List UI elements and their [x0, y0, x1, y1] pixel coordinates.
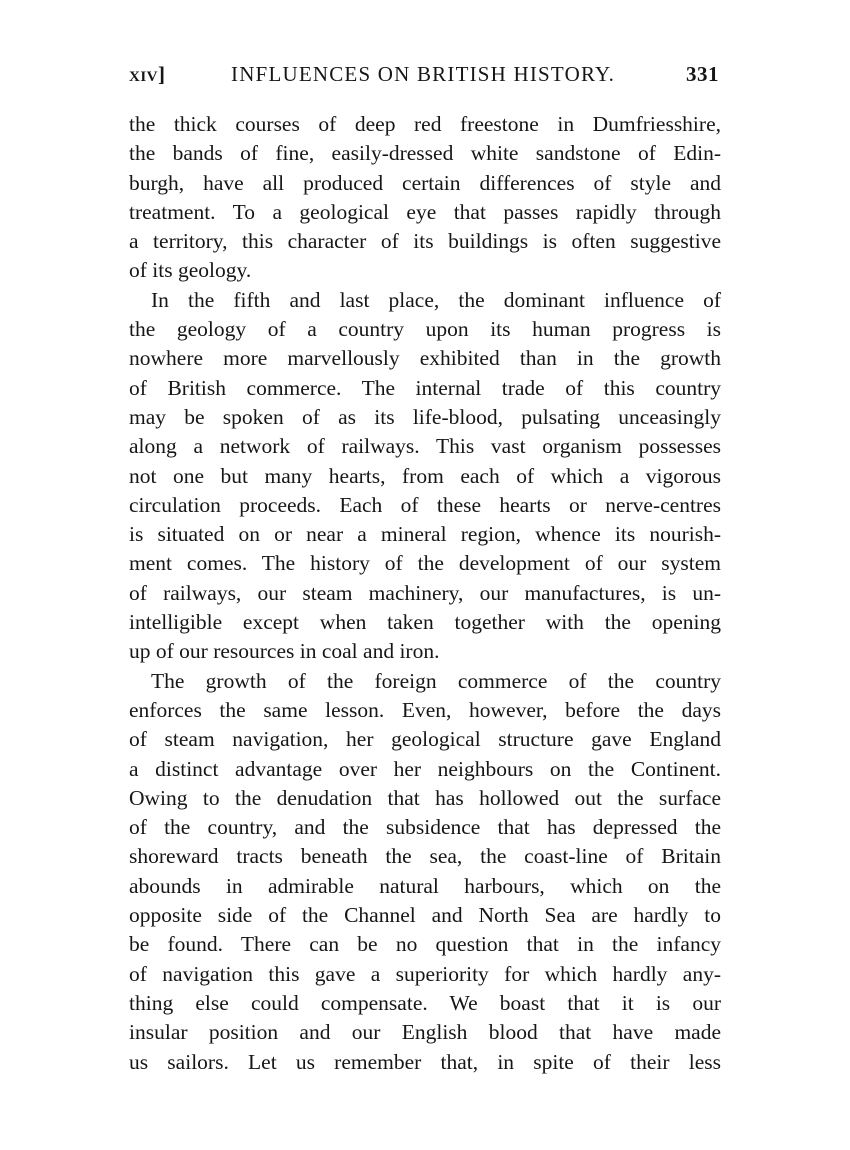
text-line: In the fifth and last place, the dominant influence of	[151, 287, 721, 312]
text-line: enforces the same lesson. Even, however, before the days	[129, 697, 721, 722]
running-title: INFLUENCES ON BRITISH HISTORY.	[231, 62, 616, 86]
text-line: opposite side of the Channel and North Sea are hardly to	[129, 903, 721, 928]
text-line: up of our resources in coal and iron.	[129, 639, 440, 664]
text-line: of railways, our steam machinery, our manufactures, is un-	[129, 580, 721, 605]
text-line: thing else could compensate. We boast that it is our	[129, 990, 721, 1015]
text-line: ment comes. The history of the development of our system	[129, 551, 721, 576]
text-line: the thick courses of deep red freestone in Dumfriesshire,	[129, 112, 721, 136]
page-number: 331	[686, 62, 719, 86]
text-line: treatment. To a geological eye that passes rapidly through	[129, 199, 721, 224]
text-line: insular position and our English blood that have made	[129, 1020, 721, 1045]
text-line: burgh, have all produced certain differences of style and	[129, 170, 721, 195]
text-line: a distinct advantage over her neighbours on the Continent.	[129, 756, 721, 781]
text-line: Owing to the denudation that has hollowed out the surface	[129, 785, 721, 810]
text-line: not one but many hearts, from each of which a vigorous	[129, 463, 721, 488]
chapter-number: xiv]	[129, 62, 166, 86]
running-head	[129, 62, 719, 92]
text-line: the bands of fine, easily-dressed white sandstone of Edin-	[129, 141, 721, 166]
text-line: along a network of railways. This vast organism possesses	[129, 434, 721, 459]
text-line: intelligible except when taken together with the opening	[129, 610, 721, 635]
text-line: abounds in admirable natural harbours, which on the	[129, 873, 721, 898]
text-line: The growth of the foreign commerce of the country	[151, 668, 721, 693]
text-line: circulation proceeds. Each of these hearts or nerve-centres	[129, 492, 721, 517]
text-line: be found. There can be no question that in the infancy	[129, 932, 721, 957]
body-text	[129, 110, 721, 1077]
text-line: nowhere more marvellously exhibited than in the growth	[129, 346, 721, 371]
text-line: shoreward tracts beneath the sea, the coast-line of Britain	[129, 844, 721, 869]
text-line: may be spoken of as its life-blood, pulsating unceasingly	[129, 404, 721, 429]
text-line: of its geology.	[129, 258, 252, 283]
text-line: is situated on or near a mineral region, whence its nourish-	[129, 522, 721, 547]
text-line: a territory, this character of its buildings is often suggestive	[129, 229, 721, 254]
text-line: us sailors. Let us remember that, in spite of their less	[129, 1049, 721, 1074]
text-line: the geology of a country upon its human progress is	[129, 317, 721, 342]
text-line: of British commerce. The internal trade of this country	[129, 375, 721, 400]
text-line: of the country, and the subsidence that has depressed the	[129, 815, 721, 840]
text-line: of navigation this gave a superiority for which hardly any-	[129, 961, 721, 986]
text-line: of steam navigation, her geological structure gave England	[129, 727, 721, 752]
